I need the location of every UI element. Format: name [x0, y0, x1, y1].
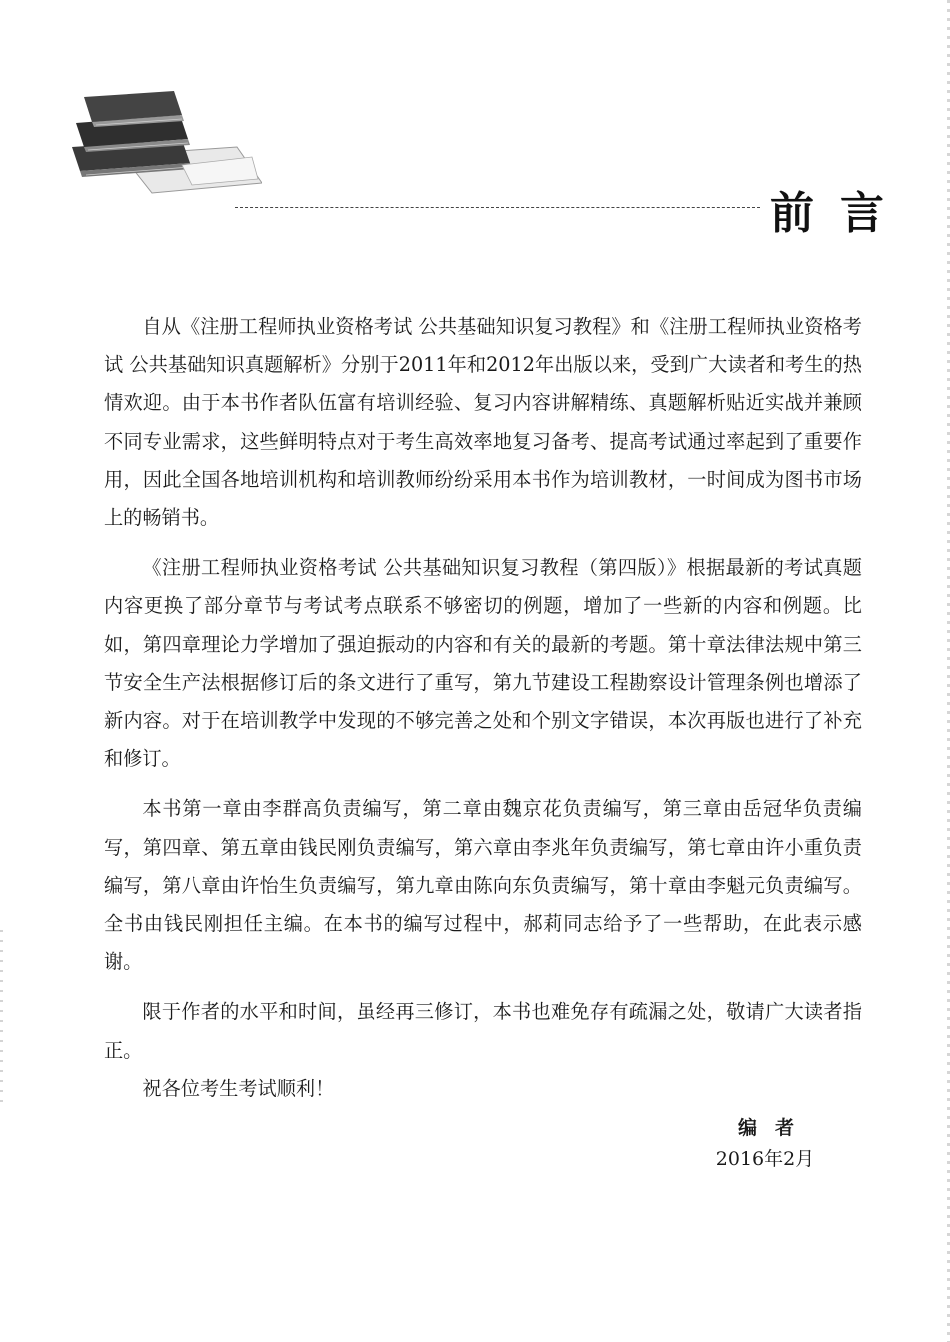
stacked-books-icon: [62, 85, 262, 195]
paragraph: 《注册工程师执业资格考试 公共基础知识复习教程（第四版）》根据最新的考试真题内容更换了部分章节与考试考点联系不够密切的例题，增加了一些新的内容和例题。比如，第四章理论力学增加了强迫振动的内容和有关的最新的考题。第十章法律法规中第三节安全生产法根据修订后的条文进行了重写，第九节建设工程勘察设计管理条例也增添了新内容。对于在培训教学中发现的不够完善之处和个别文字错误，本次再版也进行了补充和修订。: [104, 556, 862, 771]
header-dashed-rule: [235, 207, 760, 208]
signature-date: 2016年2月: [715, 1148, 815, 1170]
signature-author: 编者: [737, 1117, 812, 1139]
preface-body: [104, 308, 862, 1120]
paragraph: 自从《注册工程师执业资格考试 公共基础知识复习教程》和《注册工程师执业资格考试 公共基础知识真题解析》分别于2011年和2012年出版以来，受到广大读者和考生的热情欢迎。由于本书作者队伍富有培训经验、复习内容讲解精练、真题解析贴近实战并兼顾不同专业需求，这些鲜明特点对于考生高效率地复习备考、提高考试通过率起到了重要作用，因此全国各地培训机构和培训教师纷纷采用本书作为培训教材，一时间成为图书市场上的畅销书。: [104, 315, 862, 530]
page-title: 前言: [770, 188, 910, 239]
paragraph: 本书第一章由李群高负责编写，第二章由魏京花负责编写，第三章由岳冠华负责编写，第四章、第五章由钱民刚负责编写，第六章由李兆年负责编写，第七章由许小重负责编写，第八章由许怡生负责编写，第九章由陈向东负责编写，第十章由李魁元负责编写。全书由钱民刚担任主编。在本书的编写过程中，郝莉同志给予了一些帮助，在此表示感谢。: [104, 797, 862, 974]
scan-edge-left: [0, 930, 3, 1110]
paragraph: 限于作者的水平和时间，虽经再三修订，本书也难免存有疏漏之处，敬请广大读者指正。: [104, 1000, 862, 1062]
paragraph: 祝各位考生考试顺利！: [142, 1076, 335, 1100]
